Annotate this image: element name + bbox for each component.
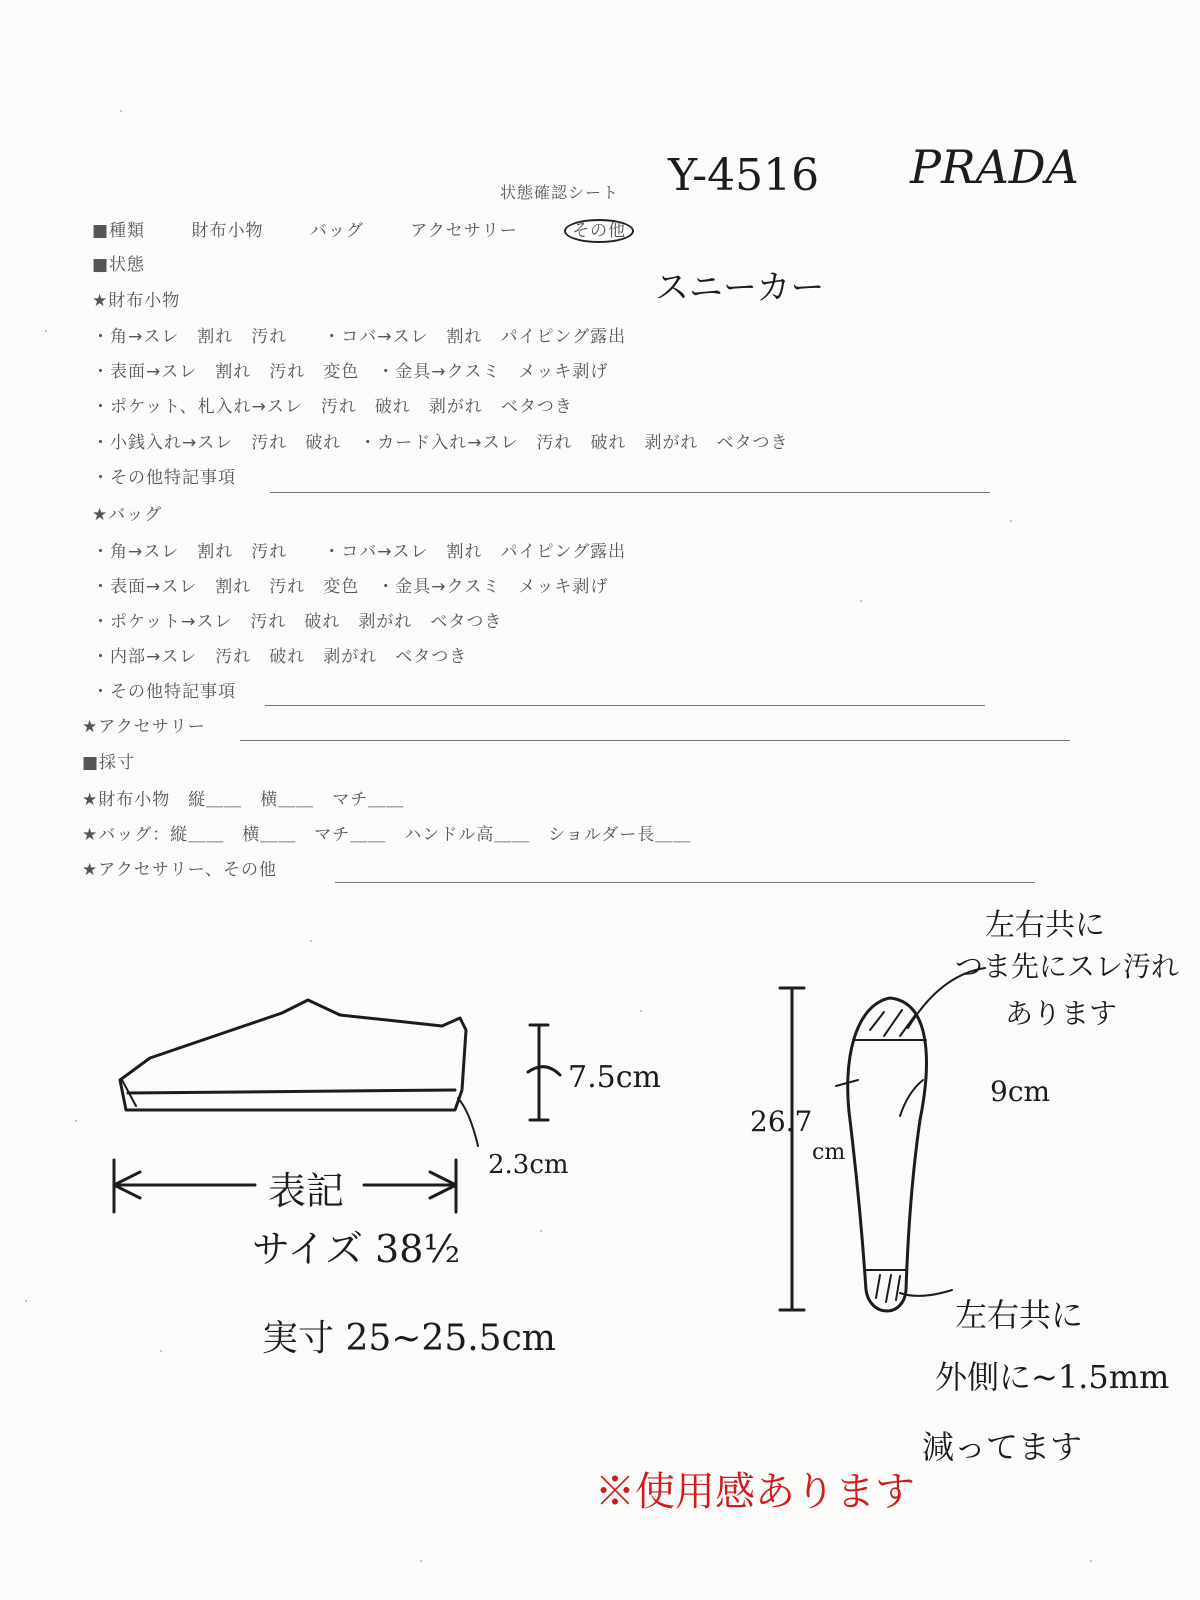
- size-value-note: サイズ 38½: [252, 1227, 461, 1271]
- height-dimension-line: [528, 1025, 560, 1120]
- category-wallet: 財布小物: [191, 221, 264, 241]
- heel-note-line1: 左右共に: [955, 1296, 1084, 1334]
- wallet-row-coin: ・小銭入れ→スレ 汚れ 破れ ・カード入れ→スレ 汚れ 破れ 剥がれ ベタつき: [92, 433, 789, 453]
- toe-note-line1: 左右共に: [985, 908, 1105, 943]
- wallet-row-notes: ・その他特記事項: [92, 468, 236, 488]
- category-accessory: アクセサリー: [410, 221, 518, 241]
- accessory-heading: ★アクセサリー: [82, 717, 206, 737]
- shoe-sole-outline: [848, 998, 927, 1311]
- width-arrow-right: [900, 1080, 923, 1116]
- usage-red-note: ※使用感あります: [595, 1469, 915, 1515]
- wallet-heading: ★財布小物: [92, 291, 181, 311]
- bag-row-surface: ・表面→スレ 割れ 汚れ 変色 ・金具→クスミ メッキ剥げ: [92, 577, 609, 597]
- size-label: ■採寸: [82, 753, 136, 773]
- sole-pointer: [458, 1098, 478, 1146]
- condition-label: ■状態: [92, 255, 146, 275]
- other-item-name: スニーカー: [655, 268, 825, 308]
- size-row-bag: ★バッグ：縦＿＿ 横＿＿ マチ＿＿ ハンドル高＿＿ ショルダー長＿＿: [82, 825, 692, 845]
- item-code: Y-4516: [668, 150, 820, 201]
- shoe-height-note: 7.5cm: [568, 1060, 661, 1095]
- bag-heading: ★バッグ: [92, 505, 163, 525]
- size-row-wallet: ★財布小物 縦＿＿ 横＿＿ マチ＿＿: [82, 790, 405, 810]
- wallet-row-pocket: ・ポケット、札入れ→スレ 汚れ 破れ 剥がれ ベタつき: [92, 397, 573, 417]
- category-label: ■種類: [92, 221, 146, 241]
- size-row-accessory: ★アクセサリー、その他: [82, 860, 278, 880]
- sole-width-note: 9cm: [990, 1075, 1051, 1108]
- sole-length-line: [780, 988, 804, 1310]
- toe-note-line2: つま先にスレ汚れ: [955, 950, 1180, 983]
- sheet-title: 状態確認シート: [500, 183, 620, 202]
- bag-row-notes: ・その他特記事項: [92, 682, 236, 702]
- toe-note-line3: あります: [1005, 997, 1118, 1030]
- sole-height-note: 2.3cm: [488, 1150, 569, 1180]
- size-label-note: 表記: [268, 1169, 345, 1213]
- bag-row-pocket: ・ポケット→スレ 汚れ 破れ 剥がれ ベタつき: [92, 612, 503, 632]
- wallet-row-surface: ・表面→スレ 割れ 汚れ 変色 ・金具→クスミ メッキ剥げ: [92, 362, 609, 382]
- heel-note-line3: 減ってます: [922, 1428, 1083, 1466]
- category-other-circled: その他: [564, 219, 634, 243]
- heel-note-line2: 外側に~1.5mm: [935, 1358, 1170, 1396]
- category-bag: バッグ: [309, 221, 364, 241]
- sole-length-note: 26.7: [750, 1105, 813, 1138]
- bag-row-inside: ・内部→スレ 汚れ 破れ 剥がれ ベタつき: [92, 647, 468, 667]
- heel-note-pointer: [900, 1290, 952, 1296]
- shoe-side-sole-line: [128, 1090, 455, 1093]
- wallet-row-corner: ・角→スレ 割れ 汚れ ・コバ→スレ 割れ パイピング露出: [92, 327, 627, 347]
- actual-size-note: 実寸 25~25.5cm: [262, 1318, 556, 1359]
- brand-name: PRADA: [910, 140, 1079, 194]
- sole-length-unit: cm: [812, 1140, 846, 1165]
- heel-hatch: [866, 1270, 906, 1302]
- bag-row-corner: ・角→スレ 割れ 汚れ ・コバ→スレ 割れ パイピング露出: [92, 542, 627, 562]
